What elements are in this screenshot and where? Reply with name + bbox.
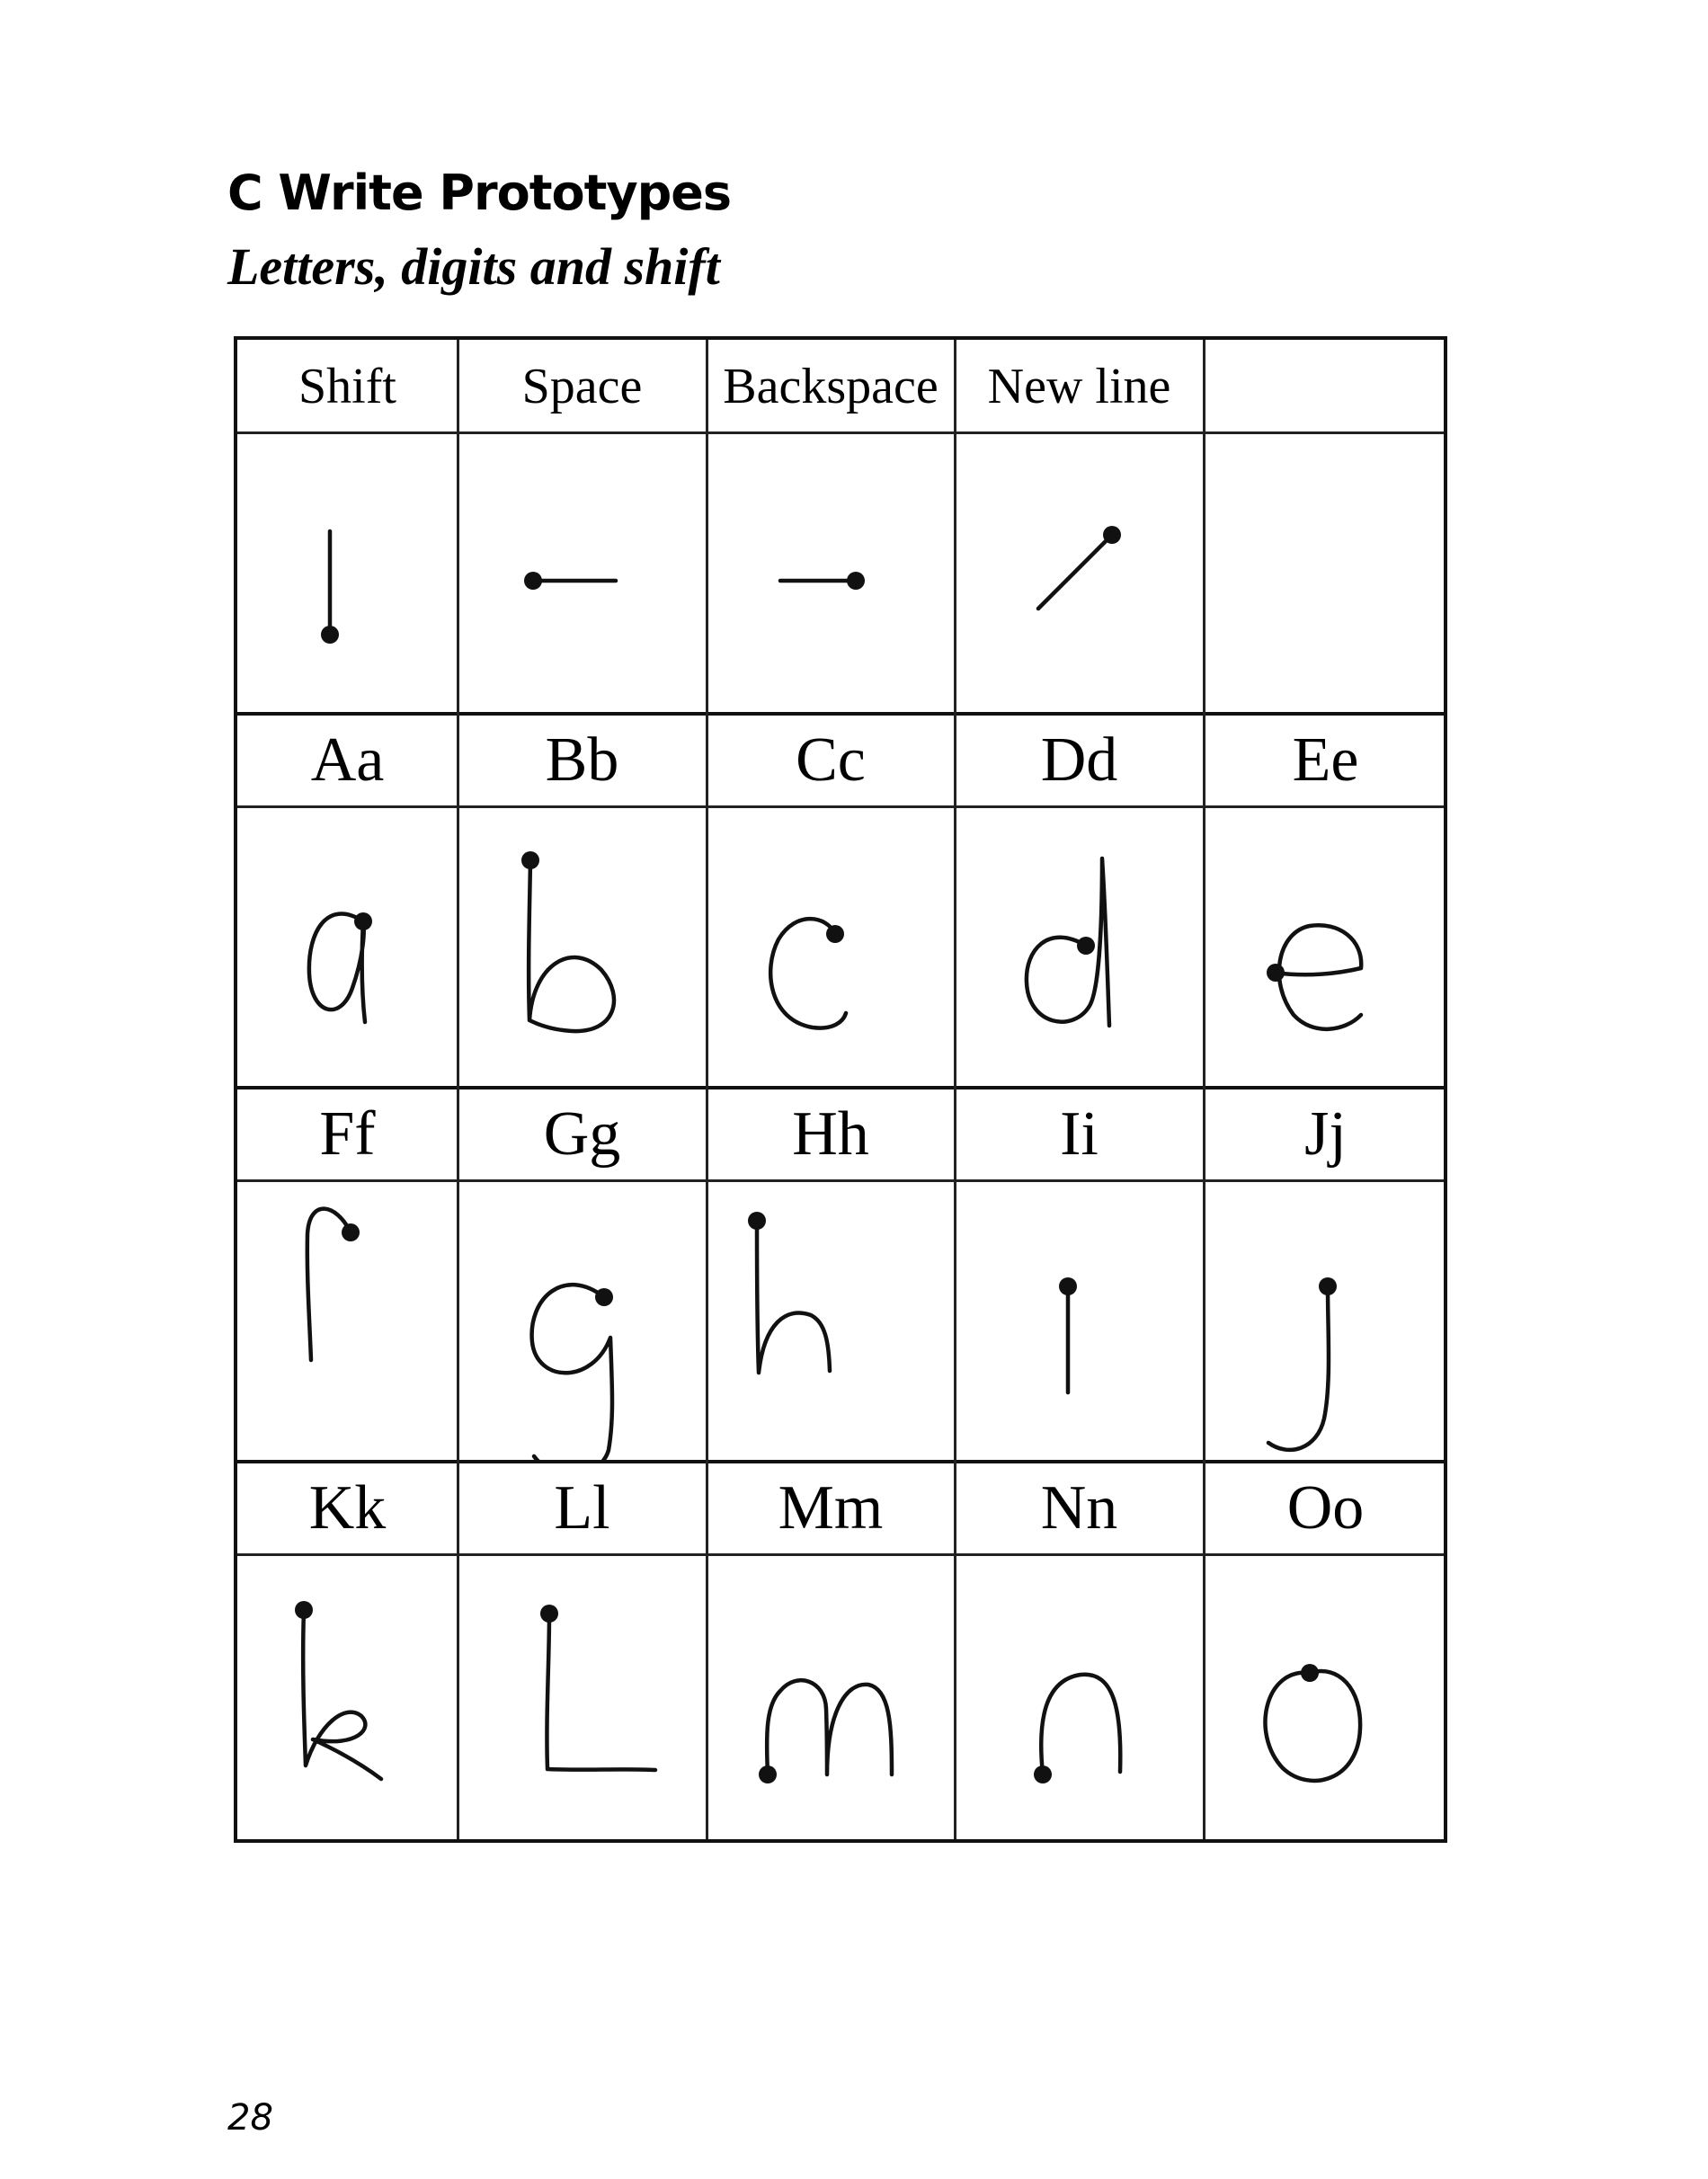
column-divider [954,340,956,1839]
gesture-stroke [1276,925,1361,1029]
stroke-start-dot [354,912,372,930]
gesture-label: Aa [310,725,385,795]
gesture-stroke [303,1610,381,1779]
gesture-stroke [529,860,614,1031]
gesture-label: Shift [298,358,396,414]
gesture-label: Mm [778,1472,884,1543]
gesture-label: Ii [1060,1098,1099,1169]
letter-i-stroke-icon [955,1180,1204,1462]
letter-m-stroke-icon [707,1554,955,1836]
stroke-start-dot [540,1605,558,1623]
stroke-start-dot [1034,1765,1052,1783]
gesture-label: Jj [1304,1098,1347,1169]
stroke-start-dot [1077,937,1095,955]
column-divider [1203,340,1205,1839]
page-number: 28 [227,2097,273,2139]
gesture-label: Nn [1040,1472,1118,1543]
gesture-table [234,336,1447,1843]
column-divider [706,340,708,1839]
gesture-stroke [532,1285,612,1462]
gesture-stroke [767,1680,892,1774]
stroke-start-dot [595,1288,613,1306]
row-divider [237,1179,1444,1182]
column-divider [457,340,459,1839]
letter-o-stroke-icon [1204,1554,1447,1836]
gesture-label: Dd [1040,725,1118,795]
stroke-start-dot [1301,1664,1319,1682]
stroke-start-dot [847,572,865,590]
gesture-stroke [1268,1286,1329,1450]
stroke-start-dot [524,572,542,590]
stroke-start-dot [826,925,844,943]
row-divider [237,431,1444,434]
gesture-label: Oo [1286,1472,1365,1543]
gesture-label: Space [521,358,643,414]
letter-e-stroke-icon [1204,806,1447,1088]
letter-c-stroke-icon [707,806,955,1088]
gesture-stroke [309,914,365,1022]
gesture-label: Kk [308,1472,387,1543]
letter-g-stroke-icon [458,1180,707,1462]
letter-h-stroke-icon [707,1180,955,1462]
gesture-label: Bb [545,725,619,795]
letter-k-stroke-icon [237,1554,458,1836]
stroke-start-dot [1059,1277,1077,1295]
gesture-label: Hh [792,1098,869,1169]
gesture-stroke [547,1614,655,1770]
gesture-label [1204,340,1447,432]
gesture-label: Ll [554,1472,610,1543]
letter-l-stroke-icon [458,1554,707,1836]
backspace-stroke-icon [707,432,955,714]
gesture-stroke [1038,535,1112,609]
gesture-label: Ee [1292,725,1359,795]
letter-f-stroke-icon [237,1180,458,1462]
gesture-stroke [1265,1671,1360,1781]
letter-b-stroke-icon [458,806,707,1088]
row-divider [237,805,1444,808]
page-title: C Write Prototypes [227,165,732,221]
gesture-stroke [757,1221,830,1373]
gesture-label: Backspace [723,358,939,414]
stroke-start-dot [321,626,339,644]
gesture-stroke [1041,1675,1120,1774]
stroke-start-dot [759,1765,777,1783]
letter-n-stroke-icon [955,1554,1204,1836]
gesture-label: New line [987,358,1171,414]
stroke-start-dot [1103,526,1121,544]
letter-j-stroke-icon [1204,1180,1447,1462]
gesture-stroke [1027,858,1109,1026]
letter-a-stroke-icon [237,806,458,1088]
gesture-label: Gg [543,1098,621,1169]
shift-stroke-icon [237,432,458,714]
space-stroke-icon [458,432,707,714]
stroke-start-dot [342,1223,360,1241]
stroke-start-dot [1267,964,1285,982]
row-divider [237,1553,1444,1556]
stroke-start-dot [521,851,539,869]
gesture-label: Cc [796,725,866,795]
new-line-stroke-icon [955,432,1204,714]
gesture-label: Ff [319,1098,376,1169]
stroke-start-dot [295,1601,313,1619]
stroke-start-dot [748,1212,766,1230]
stroke-start-dot [1319,1277,1337,1295]
page-subtitle: Letters, digits and shift [227,237,720,296]
letter-d-stroke-icon [955,806,1204,1088]
